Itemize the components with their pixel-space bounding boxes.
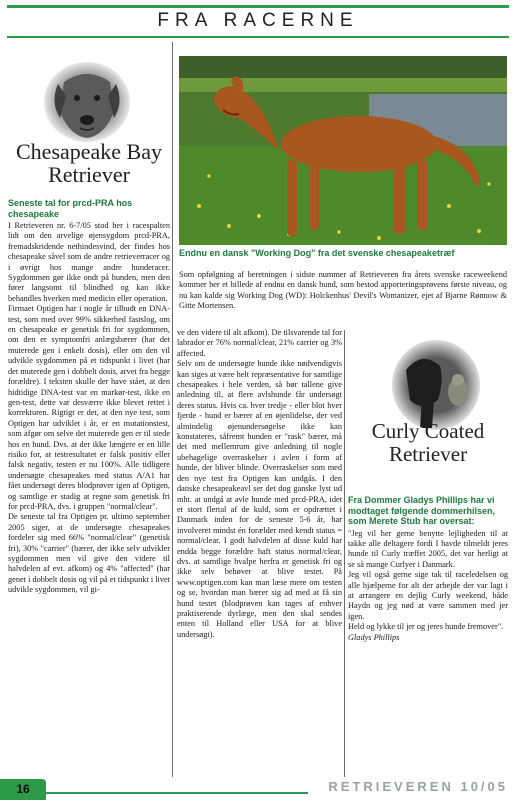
article-paragraph: I Retrieveren nr. 6-7/05 stod her i racespalten lidt om den arvelige øjensygdom prcd-PRA, fremadskridende nethindesvind, der findes hos chesapeake såvel som de andre retrieverracer og i øvrigt hos mange andre hunderacer. Sygdommen gør ikke ondt på hunden, men den fører langsomt til blindhed og kan ikke behandles hverken med medicin eller operation. [8, 221, 170, 303]
section-header: FRA RACERNE [157, 10, 359, 31]
photo-caption: Endnu en dansk "Working Dog" fra det svenske chesapeaketræf [179, 248, 455, 258]
article-paragraph: Selv om de undersøgte hunde ikke nødvendigvis kan siges at være helt repræsentative for samtlige chesapeakes i hele verden, så bør tallene give anledning til, at flere avlshunde får undersøgt deres status. Hvis ca. hver tredje - eller blot hver fjerde - hund er bærer af en øjenlidelse, der ved almindelig øjenundersøgelse ikke kan konstateres, såfremt hunden er "rask" bærer, må det med mellemrum give anledning til nogle ubehagelige overraskelser i avlen i form af hunde, der bliver blinde. Overraskelser som med den nye test fra Optigen kan undgås. I den danske chesapeakeavl ser det dog ganske lyst ud mht. at undgå at avle hunde med prcd-PRA, idet et stort flertal af de kuld, som er opdrættet i Danmark inden for de seneste 5-6 år, har involveret mindst én forælder med kendt status = normal/clear. I godt halvdelen af disse kuld har endda begge forældre haft status normal/clear, dvs. at samtlige hvalpe herfra er genetisk fri og ikke selv behøver at blive testet. På www.optigen.com kan man læse mere om testen og se, hvordan man bærer sig ad med at få sin hund testet (blodprøven kan tages af enhver praktiserende dyrlæge, men den skal sendes enten til Holland eller USA for at blive undersøgt). [177, 359, 342, 639]
chesapeake-breed-title: Chesapeake Bay Retriever [16, 139, 162, 187]
column-divider-2 [344, 330, 345, 777]
curly-article [348, 495, 508, 643]
article-paragraph: De seneste tal fra Optigen pr. ultimo september 2005 siger, at de undersøgte chesapeakes fordeler sig med 66% "normal/clear" (genetisk fri), 30% "carrier" (bærer, der ikke selv udvikler sygdommen men vil give den videre til halvdelen af evt. afkom) og 4% "affected" (har genet i dobbelt dosis og vil på et tidspunkt i livet udvikle sygdommen, vil gi- [8, 512, 170, 595]
chesapeake-article-col1 [8, 198, 170, 596]
article-paragraph: "Jeg vil her gerne benytte lejligheden til at takke alle deltagere fordi I havde tilmeldt jeres hunde til Curly træffet 2005, det var herligt at se så mange Curlyer i Danmark. [348, 528, 508, 569]
article-paragraph: Held og lykke til jer og jeres hunde fremover". [348, 622, 504, 632]
top-rule [7, 5, 509, 8]
article-paragraph: ve den videre til alt afkom). De tilsvarende tal for labrador er 76% normal/clear, 21% carrier og 3% affected. [177, 328, 342, 358]
chesapeake-article-heading: Seneste tal for prcd-PRA hos chesapeake [8, 198, 133, 219]
page-number: 16 [0, 779, 46, 800]
curly-article-heading: Fra Dommer Gladys Phillips har vi modtaget følgende dommerhilsen, som Merete Stub har oversat: [348, 495, 496, 526]
signature: Gladys Phillips [348, 632, 400, 642]
chesapeake-photo [179, 56, 507, 245]
curly-portrait [392, 340, 480, 430]
header-rule [7, 36, 509, 38]
footer-rule [46, 792, 308, 794]
column-divider-1 [172, 42, 173, 777]
chesapeake-article-col2 [177, 328, 342, 640]
article-paragraph: Firmaet Optigen har i nogle år tilbudt en DNA-test, som med over 99% sikkerhed fastslog, om en chesapeake er genetisk fri for sygdommen, om den er symptomfri anlægsbærer (har det muterede gen i enkelt dosis), eller om den vil udvikle sygdommen på et tidspunkt i livet (har det muterede gen i dobbelt dosis, arvet fra begge forældre). I teksten skulle der have stået, at den hidtidige DNA-test var en markør-test, ikke en gen-test, dette var desværre ikke blevet rettet i korrekturen. Rigtigt er det, at den nye test, som Optigen har udviklet i år, er en mutationstest, som afgør om selve det muterede gen er til stede hos en hund. Dvs. at der ikke længere er en lille risiko for, at testresultatet er falsk positiv eller falsk negativ, testen er nu 100%. Alle tidligere undersøgte chesapeakes med status A/A1 har fået undersøgt deres blodprøver igen af Optigen, og samtlige er stadig at regne som genetisk fri for prcd-PRA, dvs. i gruppen "normal/clear". [8, 304, 170, 511]
chesapeake-portrait [44, 62, 130, 142]
article-paragraph: Jeg vil også gerne sige tak til raceledelsen og alle hjælperne for alt der arbejde der var lagt i at arrangere en dejlig Curly weekend, både Haydn og jeg nød at være sammen med jer igen. [348, 570, 508, 621]
magazine-title: RETRIEVEREN 10/05 [328, 779, 508, 794]
curly-breed-title: Curly Coated Retriever [371, 419, 485, 466]
photo-description: Som opfølgning af beretningen i sidste nummer af Retrieveren fra årets svenske raceweekend kommer her et billede af endnu en dansk hund, som bestod apporteringsprøvens første niveau, og nu kan kalde sig Working Dog (WD): Holckenhus' Devil's Womanizer, ejet af Bjarne Rønnow & Gitte Mortensen. [179, 270, 507, 311]
